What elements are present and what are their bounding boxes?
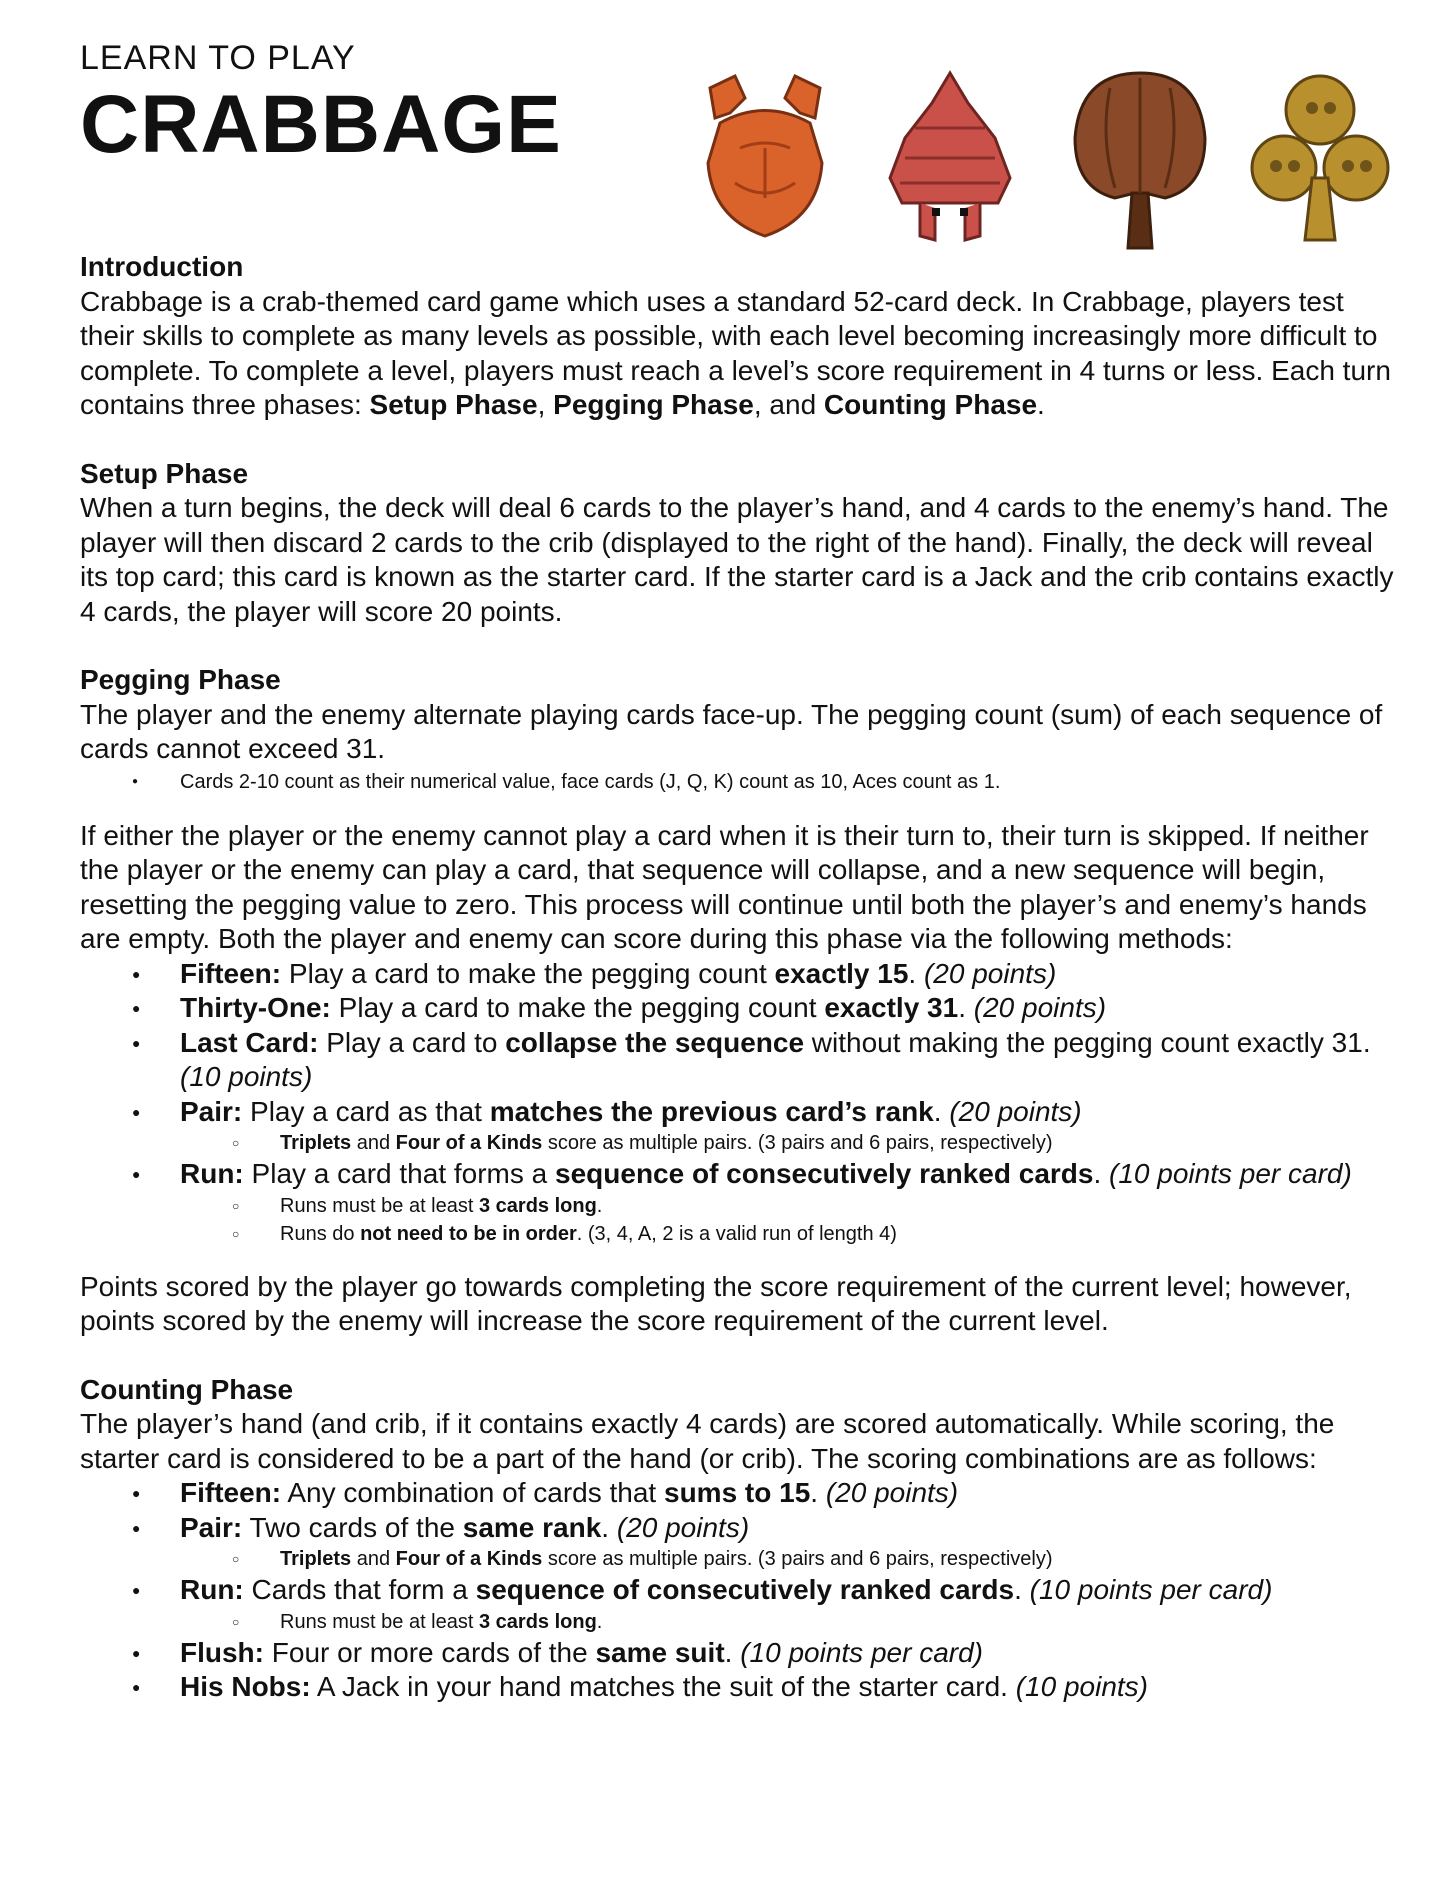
pegging-section	[80, 663, 1400, 1339]
pegging-heading: Pegging Phase	[80, 664, 281, 695]
pegging-run-list	[80, 1157, 1400, 1192]
pegging-note-list	[80, 767, 1400, 797]
header	[80, 38, 562, 170]
list-item: ● Pair: Two cards of the same rank. (20 points)	[80, 1511, 1400, 1546]
intro-text	[80, 285, 1400, 423]
list-item: ● Fifteen: Play a card to make the pegging count exactly 15. (20 points)	[80, 957, 1400, 992]
list-item: ○ Triplets and Four of a Kinds score as multiple pairs. (3 pairs and 6 pairs, respectively)	[80, 1545, 1400, 1573]
counting-section	[80, 1373, 1400, 1705]
counting-heading: Counting Phase	[80, 1373, 294, 1405]
gold-club-icon	[1250, 68, 1390, 248]
list-item: ● Flush: Four or more cards of the same suit. (10 points per card)	[80, 1636, 1400, 1671]
list-item: ● Fifteen: Any combination of cards that sums to 15. (20 points)	[80, 1476, 1400, 1511]
setup-section	[80, 457, 1400, 630]
counting-pair-sublist	[80, 1545, 1400, 1573]
intro-text-a: Crabbage is a crab-themed card game which uses a standard 52-card deck. In Crabbage, players test their skills to complete as many levels as possible, with each level becoming increasingly more difficult to complete. To complete a level, players must reach a level’s score requirement in 4 turns or less. Each turn contains three phases:	[80, 285, 1391, 420]
hermit-crab-shell-suit-icon	[880, 68, 1020, 248]
intro-section	[80, 250, 1400, 423]
list-item: ○ Runs do not need to be in order. (3, 4, A, 2 is a valid run of length 4)	[80, 1220, 1400, 1248]
pegging-methods-list	[80, 957, 1400, 1130]
list-item: ● Run: Play a card that forms a sequence of consecutively ranked cards. (10 points per card)	[80, 1157, 1400, 1192]
list-item: ● Last Card: Play a card to collapse the sequence without making the pegging count exactly 31. (10 points)	[80, 1026, 1400, 1095]
intro-heading: Introduction	[80, 251, 244, 282]
counting-list-1	[80, 1476, 1400, 1545]
suit-icons	[690, 68, 1390, 258]
pegging-pair-sublist	[80, 1129, 1400, 1157]
rules-content	[80, 250, 1400, 1739]
counting-list-3	[80, 1636, 1400, 1705]
intro-sep2: , and	[753, 389, 824, 420]
pegging-text3: Points scored by the player go towards completing the score requirement of the current level; however, points scored by the enemy will increase the score requirement of the current level.	[80, 1270, 1352, 1336]
list-item: ● Thirty-One: Play a card to make the pegging count exactly 31. (20 points)	[80, 991, 1400, 1026]
crab-claw-suit-icon	[690, 68, 840, 248]
intro-bold-counting: Counting Phase	[823, 389, 1038, 420]
setup-heading: Setup Phase	[80, 457, 249, 489]
list-item: ● Run: Cards that form a sequence of consecutively ranked cards. (10 points per card)	[80, 1573, 1400, 1608]
intro-end: .	[1037, 389, 1045, 420]
pegging-text2: If either the player or the enemy cannot play a card when it is their turn to, their turn is skipped. If neither the player or the enemy can play a card, that sequence will collapse, and a new sequence will begin, resetting the pegging value to zero. This process will continue until both the player’s and enemy’s hands are empty. Both the player and enemy can score during this phase via the following methods:	[80, 819, 1369, 954]
list-item: ● Pair: Play a card as that matches the previous card’s rank. (20 points)	[80, 1095, 1400, 1130]
setup-text: When a turn begins, the deck will deal 6 cards to the player’s hand, and 4 cards to the enemy’s hand. The player will then discard 2 cards to the crib (displayed to the right of the hand). Finally, the deck will reveal its top card; this card is known as the starter card. If the starter card is a Jack and the crib contains exactly 4 cards, the player will score 20 points.	[80, 492, 1394, 627]
page-title: CRABBAGE	[80, 79, 562, 170]
list-item: ○ Runs must be at least 3 cards long.	[80, 1608, 1400, 1636]
brown-shell-spade-icon	[1070, 68, 1210, 258]
counting-list-2	[80, 1573, 1400, 1608]
pegging-text: The player and the enemy alternate playing cards face-up. The pegging count (sum) of each sequence of cards cannot exceed 31.	[80, 698, 1383, 764]
eyebrow-text: LEARN TO PLAY	[80, 39, 356, 77]
pegging-run-sublist	[80, 1192, 1400, 1248]
list-item: ○ Runs must be at least 3 cards long.	[80, 1192, 1400, 1220]
intro-bold-setup: Setup Phase	[369, 389, 538, 420]
pegging-note: ● Cards 2-10 count as their numerical value, face cards (J, Q, K) count as 10, Aces count as 1.	[80, 767, 1400, 797]
list-item: ○ Triplets and Four of a Kinds score as multiple pairs. (3 pairs and 6 pairs, respectively)	[80, 1129, 1400, 1157]
counting-run-sublist	[80, 1608, 1400, 1636]
list-item: ● His Nobs: A Jack in your hand matches the suit of the starter card. (10 points)	[80, 1670, 1400, 1705]
intro-sep1: ,	[537, 389, 554, 420]
counting-text: The player’s hand (and crib, if it contains exactly 4 cards) are scored automatically. While scoring, the starter card is considered to be a part of the hand (or crib). The scoring combinations are as follows:	[80, 1408, 1335, 1474]
intro-bold-pegging: Pegging Phase	[553, 389, 754, 420]
